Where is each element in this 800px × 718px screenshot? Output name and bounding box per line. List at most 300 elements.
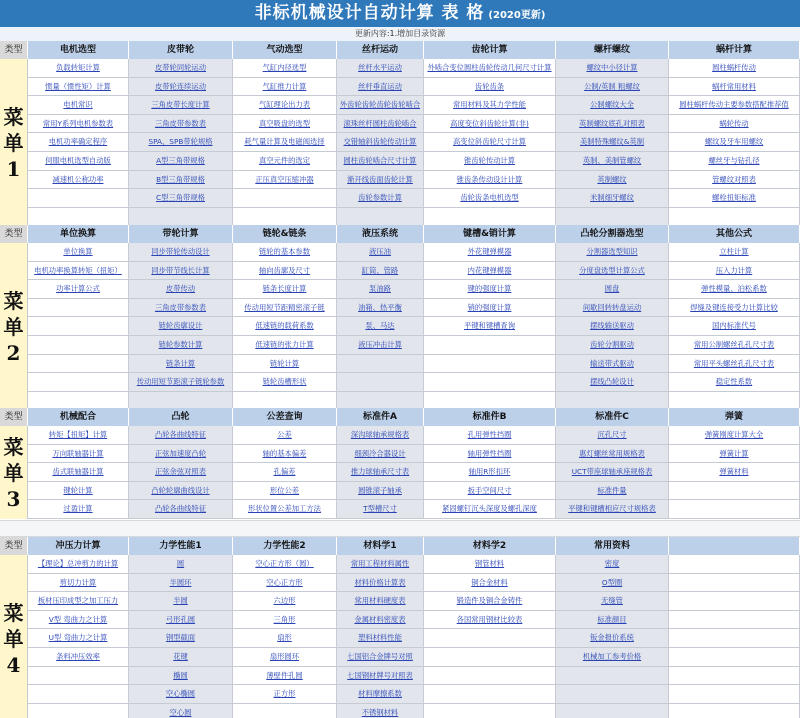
menu-link[interactable]	[233, 648, 337, 667]
menu-link-label: 七国钢材牌号对照表	[347, 670, 413, 680]
menu-link[interactable]	[424, 482, 556, 501]
menu-link[interactable]	[424, 189, 556, 208]
menu-link[interactable]	[669, 373, 800, 392]
menu-link[interactable]	[233, 280, 337, 299]
menu-link[interactable]	[424, 262, 556, 281]
menu-link[interactable]	[129, 59, 233, 78]
menu-link-label: 高变位斜齿轮尺寸计算	[453, 137, 526, 147]
menu-link[interactable]	[556, 96, 669, 115]
menu-link[interactable]	[424, 171, 556, 190]
menu-link[interactable]	[337, 317, 424, 336]
menu-link[interactable]	[233, 171, 337, 190]
menu-link[interactable]	[337, 445, 424, 464]
menu-link[interactable]	[129, 280, 233, 299]
menu-link[interactable]	[337, 152, 424, 171]
menu-link[interactable]	[233, 243, 337, 262]
category-column	[129, 225, 233, 410]
menu-link-label: 三角皮带参数表	[154, 118, 207, 128]
menu-link-label: 凸轮各曲线特征	[154, 504, 207, 514]
menu-link-label: A型三角带规格	[156, 155, 205, 165]
menu-link[interactable]	[28, 629, 129, 648]
menu-link[interactable]	[424, 280, 556, 299]
menu-link[interactable]	[233, 611, 337, 630]
menu-link[interactable]	[129, 500, 233, 519]
menu-link[interactable]	[129, 611, 233, 630]
menu-link-label: 同步带轮传动设计	[151, 247, 210, 256]
menu-link[interactable]	[669, 336, 800, 355]
menu-link[interactable]	[233, 463, 337, 482]
menu-link[interactable]	[424, 426, 556, 445]
category-column	[424, 537, 556, 718]
menu-link[interactable]	[337, 96, 424, 115]
menu-link-label: 摆线凸轮设计	[590, 377, 634, 387]
menu-link[interactable]	[233, 555, 337, 574]
menu-link-label: 凸轮轮廓曲线设计	[151, 485, 210, 495]
menu-link[interactable]	[669, 355, 800, 374]
menu-link[interactable]	[669, 463, 800, 482]
menu-link[interactable]	[129, 96, 233, 115]
menu-label-char: 单	[3, 460, 24, 485]
empty-cell	[669, 500, 800, 519]
menu-link[interactable]	[337, 685, 424, 704]
empty-cell	[424, 208, 556, 227]
menu-link-label: 轴向齿廓及尺寸	[258, 265, 311, 275]
menu-link[interactable]	[556, 59, 669, 78]
menu-link[interactable]	[669, 262, 800, 281]
menu-link-label: 轴用R形扣环	[468, 467, 511, 477]
menu-link[interactable]	[129, 262, 233, 281]
menu-link[interactable]	[337, 463, 424, 482]
menu-link[interactable]	[129, 373, 233, 392]
empty-cell	[233, 704, 337, 718]
menu-link[interactable]	[129, 189, 233, 208]
menu-link[interactable]	[669, 317, 800, 336]
menu-link[interactable]	[337, 426, 424, 445]
menu-link-label: 圆柱齿轮啮合尺寸计算	[343, 155, 417, 165]
menu-link[interactable]	[556, 574, 669, 593]
menu-link[interactable]	[233, 59, 337, 78]
menu-link[interactable]	[233, 336, 337, 355]
menu-link[interactable]	[337, 59, 424, 78]
menu-link[interactable]	[424, 96, 556, 115]
menu-link-label: 美制特殊螺纹&英制	[579, 137, 645, 147]
menu-link[interactable]	[129, 78, 233, 97]
menu-link[interactable]	[233, 500, 337, 519]
menu-link-label: 同步带节线长计算	[151, 265, 210, 275]
menu-link[interactable]	[129, 667, 233, 686]
menu-link-label: 功率计算公式	[56, 284, 100, 294]
menu-link[interactable]	[424, 500, 556, 519]
menu-link-label: 液压油	[369, 247, 391, 256]
menu-link-label: 材料价格计算表	[354, 577, 406, 587]
menu-link-label: 常用Y系列电机参数表	[42, 118, 114, 128]
menu-link-label: 泵油路	[369, 284, 391, 294]
menu-link-label: 输送带式驱动	[590, 358, 634, 368]
menu-link-label: 皮带传动	[165, 284, 196, 294]
menu-label-char: 菜	[3, 434, 24, 459]
menu-link-label: 单位换算	[63, 247, 93, 256]
menu-link[interactable]	[424, 611, 556, 630]
menu-link-label: 压入力计算	[715, 265, 753, 275]
menu-link[interactable]	[337, 500, 424, 519]
menu-link-label: 螺栓扭矩标准	[712, 193, 756, 203]
menu-link[interactable]	[669, 299, 800, 318]
menu-link[interactable]	[337, 667, 424, 686]
empty-cell	[669, 667, 800, 686]
menu-link[interactable]	[556, 189, 669, 208]
menu-link[interactable]	[556, 611, 669, 630]
menu-link[interactable]	[129, 317, 233, 336]
menu-link-label: 扇形	[277, 633, 292, 643]
menu-link[interactable]	[337, 280, 424, 299]
menu-link[interactable]	[424, 299, 556, 318]
menu-link[interactable]	[669, 426, 800, 445]
menu-link[interactable]	[424, 78, 556, 97]
menu-link[interactable]	[129, 463, 233, 482]
empty-cell	[424, 685, 556, 704]
menu-link[interactable]	[556, 355, 669, 374]
category-header: 弹簧	[669, 408, 800, 426]
menu-link[interactable]	[28, 171, 129, 190]
menu-link[interactable]	[556, 115, 669, 134]
menu-link[interactable]	[669, 78, 800, 97]
menu-link-label: V型 弯曲力之计算	[48, 614, 108, 624]
menu-link-label: 金属材料密度表	[354, 614, 406, 624]
menu-link[interactable]	[556, 336, 669, 355]
menu-link-label: 丝杆垂直运动	[358, 81, 402, 91]
menu-link-label: 钢型截面	[165, 633, 196, 643]
menu-link-label: 板材压印成型之加工压力	[37, 596, 119, 606]
menu-link[interactable]	[129, 243, 233, 262]
menu-link-label: 过盈计算	[63, 504, 93, 514]
menu-link[interactable]	[337, 574, 424, 593]
empty-cell	[669, 685, 800, 704]
menu-link-label: 正方形	[273, 689, 296, 699]
menu-link[interactable]	[337, 243, 424, 262]
menu-link[interactable]	[28, 574, 129, 593]
menu-link[interactable]	[129, 115, 233, 134]
menu-link[interactable]	[28, 482, 129, 501]
category-column	[233, 408, 337, 519]
category-header: 公差查询	[233, 408, 337, 426]
category-header: 螺杆螺纹	[556, 41, 669, 59]
menu-link[interactable]	[233, 262, 337, 281]
menu-link-label: 销的强度计算	[467, 302, 512, 312]
menu-link[interactable]	[424, 592, 556, 611]
menu-link-label: 圆锥滚子轴承	[358, 485, 402, 495]
menu-link[interactable]	[556, 445, 669, 464]
menu-link[interactable]	[233, 373, 337, 392]
menu-link-label: 密度	[604, 559, 620, 568]
menu-link[interactable]	[556, 243, 669, 262]
menu-link[interactable]	[337, 171, 424, 190]
menu-link-label: 传动用短节距滚子链轮参数	[136, 377, 225, 387]
menu-link[interactable]	[337, 592, 424, 611]
menu-link-label: 间歇回转转盘运动	[582, 302, 642, 312]
menu-link[interactable]	[28, 133, 129, 152]
menu-link[interactable]	[556, 426, 669, 445]
category-header: 常用资料	[556, 537, 669, 555]
menu-link-label: 剪切力计算	[59, 577, 97, 587]
menu-link[interactable]	[233, 574, 337, 593]
menu-link[interactable]	[424, 59, 556, 78]
menu-link-label: 键轮计算	[63, 485, 93, 495]
menu-link[interactable]	[556, 482, 669, 501]
menu-link-label: 半圆环	[169, 577, 192, 587]
menu-link[interactable]	[28, 262, 129, 281]
menu-link-label: 交错轴斜齿轮传动计算	[343, 137, 417, 147]
menu-link[interactable]	[424, 463, 556, 482]
empty-cell	[28, 336, 129, 355]
menu-link[interactable]	[337, 482, 424, 501]
menu-link[interactable]	[28, 445, 129, 464]
menu-section-2	[0, 225, 800, 410]
menu-link[interactable]	[233, 96, 337, 115]
menu-link[interactable]	[28, 152, 129, 171]
empty-cell	[28, 667, 129, 686]
menu-link-label: 【理论】总冲剪力的计算	[37, 559, 119, 568]
menu-link[interactable]	[129, 648, 233, 667]
menu-link-label: 弓形孔圆	[165, 614, 196, 624]
menu-link[interactable]	[129, 171, 233, 190]
menu-link[interactable]	[556, 317, 669, 336]
menu-link-label: 低速链的载荷系数	[255, 321, 314, 331]
menu-link[interactable]	[129, 336, 233, 355]
menu-link[interactable]	[28, 59, 129, 78]
menu-link-label: 链轮齿廓设计	[158, 321, 203, 331]
menu-label-char: 菜	[3, 288, 24, 313]
menu-link[interactable]	[28, 648, 129, 667]
empty-cell	[424, 629, 556, 648]
menu-link[interactable]	[28, 78, 129, 97]
empty-cell	[28, 208, 129, 227]
menu-link[interactable]	[556, 78, 669, 97]
menu-link[interactable]	[233, 445, 337, 464]
empty-cell	[28, 704, 129, 718]
menu-link[interactable]	[233, 629, 337, 648]
menu-link[interactable]	[129, 299, 233, 318]
menu-link-label: 七国铝合金牌号对照	[347, 651, 413, 661]
menu-link[interactable]	[129, 629, 233, 648]
menu-link[interactable]	[337, 299, 424, 318]
menu-label-char: 2	[6, 340, 21, 365]
title-suffix: (2020更新)	[488, 10, 546, 21]
menu-link-label: 常用材料及其力学性能	[453, 100, 526, 110]
category-column	[28, 41, 129, 226]
menu-link[interactable]	[28, 96, 129, 115]
menu-link[interactable]	[669, 115, 800, 134]
menu-link[interactable]	[233, 482, 337, 501]
menu-link[interactable]	[129, 482, 233, 501]
menu-link[interactable]	[556, 629, 669, 648]
menu-link[interactable]	[424, 115, 556, 134]
menu-link[interactable]	[233, 133, 337, 152]
menu-link[interactable]	[556, 299, 669, 318]
menu-link-label: 塑料材料性能	[358, 633, 402, 643]
menu-link[interactable]	[28, 592, 129, 611]
menu-link[interactable]	[556, 171, 669, 190]
menu-link[interactable]	[556, 152, 669, 171]
menu-link[interactable]	[233, 299, 337, 318]
menu-link[interactable]	[669, 243, 800, 262]
menu-link[interactable]	[233, 355, 337, 374]
menu-link[interactable]	[337, 629, 424, 648]
menu-link-label: 气缸推力计算	[262, 81, 307, 91]
menu-link-label: 分割器选型知识	[586, 247, 638, 256]
menu-link[interactable]	[129, 445, 233, 464]
category-column	[233, 225, 337, 410]
menu-link-label: 丝杆水平运动	[358, 63, 402, 72]
menu-link[interactable]	[129, 592, 233, 611]
menu-link[interactable]	[337, 704, 424, 718]
menu-link[interactable]	[28, 500, 129, 519]
menu-link-label: 细颈冷合器设计	[354, 448, 406, 458]
menu-link[interactable]	[28, 243, 129, 262]
menu-link[interactable]	[669, 171, 800, 190]
menu-link[interactable]	[337, 336, 424, 355]
menu-link[interactable]	[337, 611, 424, 630]
menu-link[interactable]	[129, 574, 233, 593]
menu-link[interactable]	[28, 555, 129, 574]
menu-link-label: 外啮合变位圆柱齿轮传动几何尺寸计算	[427, 63, 552, 72]
menu-link-label: 惠灯螺丝常用规格表	[579, 448, 645, 458]
menu-link[interactable]	[669, 189, 800, 208]
empty-cell	[424, 355, 556, 374]
menu-link[interactable]	[337, 262, 424, 281]
menu-link[interactable]	[28, 426, 129, 445]
category-header	[669, 537, 800, 555]
category-header: 标准件C	[556, 408, 669, 426]
menu-link-label: 不锈钢材料	[361, 707, 399, 717]
menu-link[interactable]	[337, 189, 424, 208]
menu-link[interactable]	[337, 648, 424, 667]
empty-cell	[424, 373, 556, 392]
menu-link-label: 扳手空间尺寸	[467, 485, 512, 495]
menu-link-label: 沉孔尺寸	[597, 430, 627, 439]
empty-cell	[669, 611, 800, 630]
menu-link[interactable]	[556, 463, 669, 482]
category-column	[129, 408, 233, 519]
menu-link[interactable]	[28, 463, 129, 482]
menu-link[interactable]	[337, 133, 424, 152]
menu-link[interactable]	[556, 133, 669, 152]
menu-link-label: 平键和键槽查询	[463, 321, 516, 331]
menu-link-label: UCT带座球轴承座规格表	[571, 467, 653, 477]
category-header: 机械配合	[28, 408, 129, 426]
category-column	[424, 41, 556, 226]
menu-link-label: 铜合金材料	[471, 577, 508, 587]
menu-link[interactable]	[556, 373, 669, 392]
menu-link[interactable]	[28, 280, 129, 299]
menu-link[interactable]	[233, 115, 337, 134]
menu-link[interactable]	[424, 555, 556, 574]
menu-link[interactable]	[337, 115, 424, 134]
empty-cell	[669, 648, 800, 667]
menu-label-char: 菜	[3, 600, 24, 625]
menu-link[interactable]	[556, 592, 669, 611]
menu-link-label: 钣金报价系统	[590, 633, 634, 643]
category-column	[669, 225, 800, 410]
category-column	[233, 41, 337, 226]
category-column	[556, 408, 669, 519]
category-header: 蜗杆计算	[669, 41, 800, 59]
menu-link-label: 链轮计算	[269, 358, 300, 368]
menu-link[interactable]	[233, 78, 337, 97]
category-header: 标准件B	[424, 408, 556, 426]
menu-link[interactable]	[556, 262, 669, 281]
menu-link-label: 外花键弹模器	[467, 247, 512, 256]
menu-link[interactable]	[556, 500, 669, 519]
menu-link-label: 泵、马达	[365, 321, 395, 331]
menu-link-label: O型圈	[601, 577, 623, 587]
menu-link[interactable]	[129, 133, 233, 152]
menu-link[interactable]	[424, 445, 556, 464]
type-header: 类型	[0, 41, 28, 59]
menu-link-label: 螺纹及牙车用螺纹	[704, 137, 764, 147]
menu-link[interactable]	[28, 115, 129, 134]
menu-link-label: 正弦余弦对照表	[154, 467, 207, 477]
menu-link-label: 负载转矩计算	[56, 63, 100, 72]
menu-link[interactable]	[28, 611, 129, 630]
menu-link-label: 标准件量	[597, 485, 627, 495]
menu-link[interactable]	[556, 280, 669, 299]
menu-link-label: 花键	[173, 651, 188, 661]
menu-link-label: 英制螺纹	[597, 174, 627, 184]
menu-link[interactable]	[129, 152, 233, 171]
menu-link[interactable]	[129, 555, 233, 574]
menu-link[interactable]	[129, 355, 233, 374]
menu-link[interactable]	[424, 574, 556, 593]
category-header: 丝杆运动	[337, 41, 424, 59]
category-column	[669, 408, 800, 519]
category-header: 材料学2	[424, 537, 556, 555]
menu-link-label: 凸轮各曲线特征	[154, 430, 207, 439]
menu-link[interactable]	[129, 685, 233, 704]
menu-link[interactable]	[669, 445, 800, 464]
menu-link[interactable]	[424, 133, 556, 152]
menu-link[interactable]	[424, 317, 556, 336]
menu-link-label: 推力球轴承尺寸表	[350, 467, 410, 477]
category-header: 链轮&链条	[233, 225, 337, 243]
menu-link[interactable]	[337, 78, 424, 97]
menu-link[interactable]	[233, 426, 337, 445]
menu-link[interactable]	[233, 152, 337, 171]
menu-link[interactable]	[233, 317, 337, 336]
menu-link[interactable]	[556, 648, 669, 667]
menu-link[interactable]	[669, 133, 800, 152]
menu-link[interactable]	[669, 59, 800, 78]
menu-link-label: 气缸内径选型	[262, 63, 307, 72]
category-column	[337, 408, 424, 519]
menu-link[interactable]	[233, 667, 337, 686]
menu-link[interactable]	[669, 280, 800, 299]
menu-link[interactable]	[424, 152, 556, 171]
menu-link[interactable]	[669, 152, 800, 171]
menu-link[interactable]	[337, 555, 424, 574]
category-column	[556, 41, 669, 226]
menu-link[interactable]	[424, 243, 556, 262]
menu-link-label: 高度变位斜齿轮计算(非)	[450, 118, 529, 128]
menu-link[interactable]	[233, 592, 337, 611]
menu-link-label: 轴的基本偏差	[262, 448, 307, 458]
menu-link[interactable]	[556, 555, 669, 574]
menu-link-label: 弹簧材料	[719, 467, 749, 477]
menu-link[interactable]	[129, 704, 233, 718]
menu-link[interactable]	[129, 426, 233, 445]
menu-link[interactable]	[233, 685, 337, 704]
menu-link-label: U型 弯曲力之计算	[48, 633, 108, 643]
menu-link[interactable]	[669, 96, 800, 115]
